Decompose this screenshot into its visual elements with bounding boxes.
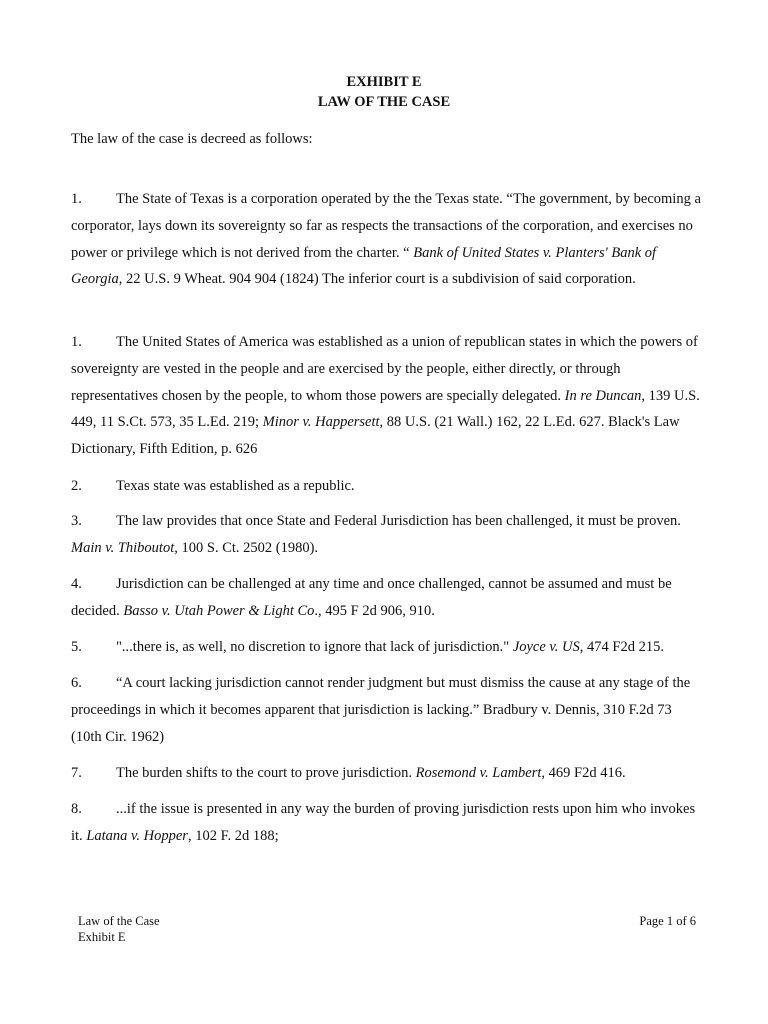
paragraph-text: , 469 F2d 416. bbox=[541, 765, 626, 781]
case-citation: Latana v. Hopper bbox=[86, 827, 188, 844]
paragraph-text: , 139 U.S. 449, 11 S.Ct. 573, 35 L.Ed. 219; bbox=[71, 387, 700, 431]
footer-left bbox=[78, 913, 160, 945]
paragraph-text: , 474 F2d 215. bbox=[579, 639, 664, 655]
document-title: LAW OF THE CASE bbox=[317, 94, 451, 110]
paragraph-2 bbox=[71, 329, 701, 463]
page-number: Page 1 of 6 bbox=[639, 914, 696, 928]
paragraph-text: ., 495 F 2d 906, 910. bbox=[314, 602, 435, 619]
paragraph-text: The law provides that once State and Federal Jurisdiction has been challenged, it must be proven. bbox=[116, 513, 681, 529]
case-citation: Joyce v. US bbox=[512, 639, 580, 655]
paragraph-text: , 100 S. Ct. 2502 (1980). bbox=[174, 539, 319, 556]
intro-text: The law of the case is decreed as follows: bbox=[71, 131, 313, 147]
case-citation: Main v. Thiboutot bbox=[71, 539, 175, 556]
paragraph-number: 5. bbox=[71, 639, 82, 655]
case-citation: Rosemond v. Lambert bbox=[415, 765, 542, 781]
paragraph-number: 2. bbox=[71, 478, 82, 494]
paragraph-text: The United States of America was established as a union of republican states in which the powers of sovereignty are vested in the people and are exercised by the people, either directly, or through representatives chosen by the people, to whom those powers are specially delegated. bbox=[71, 334, 698, 404]
paragraph-text: The burden shifts to the court to prove jurisdiction. bbox=[116, 765, 416, 781]
paragraph-text: , 88 U.S. (21 Wall.) 162, 22 L.Ed. 627. Black's Law Dictionary, Fifth Edition, p. 626 bbox=[71, 414, 680, 458]
paragraph-8 bbox=[71, 760, 701, 787]
paragraph-1 bbox=[71, 186, 701, 293]
case-citation: Bank of United States v. Planters' Bank of Georgia bbox=[71, 244, 657, 288]
paragraph-number: 7. bbox=[71, 765, 82, 781]
paragraph-3 bbox=[71, 473, 701, 500]
paragraph-number: 1. bbox=[71, 191, 82, 207]
paragraph-5 bbox=[71, 571, 701, 625]
paragraph-4 bbox=[71, 508, 701, 562]
paragraph-number: 4. bbox=[71, 576, 82, 592]
paragraph-9 bbox=[71, 796, 701, 850]
paragraph-text: , 22 U.S. 9 Wheat. 904 904 (1824) The inferior court is a subdivision of said corporation. bbox=[118, 271, 636, 288]
paragraph-number: 3. bbox=[71, 513, 82, 529]
paragraph-number: 1. bbox=[71, 334, 82, 350]
footer-exhibit-label: Exhibit E bbox=[78, 930, 126, 944]
case-citation: Basso v. Utah Power & Light Co bbox=[123, 602, 315, 619]
paragraph-6 bbox=[71, 634, 701, 661]
footer-doc-title: Law of the Case bbox=[78, 914, 160, 928]
paragraph-text: "...there is, as well, no discretion to ignore that lack of jurisdiction." bbox=[116, 639, 513, 655]
paragraph-text: Texas state was established as a republic. bbox=[116, 478, 355, 494]
paragraph-number: 6. bbox=[71, 675, 82, 691]
paragraph-text: ...if the issue is presented in any way the burden of proving jurisdiction rests upon him who invokes it. bbox=[71, 801, 696, 844]
paragraph-text: Jurisdiction can be challenged at any time and once challenged, cannot be assumed and must be decided. bbox=[71, 576, 672, 619]
exhibit-title: EXHIBIT E bbox=[346, 74, 422, 90]
case-citation: In re Duncan bbox=[564, 387, 642, 404]
paragraph-text: , 102 F. 2d 188; bbox=[187, 827, 279, 844]
paragraph-7 bbox=[71, 670, 701, 750]
paragraph-text: The State of Texas is a corporation operated by the the Texas state. “The government, by becoming a corporator, lays down its sovereignty so far as respects the transactions of the corporation, and exercises no power or privilege which is not derived from the charter. “ bbox=[71, 191, 701, 261]
paragraph-text: “A court lacking jurisdiction cannot render judgment but must dismiss the cause at any stage of the proceedings in which it becomes apparent that jurisdiction is lacking.” Bradbury v. Dennis, 310 F.2d 73 (10th Cir. 1962) bbox=[71, 675, 691, 745]
paragraph-number: 8. bbox=[71, 801, 82, 817]
case-citation: Minor v. Happersett bbox=[262, 414, 380, 431]
